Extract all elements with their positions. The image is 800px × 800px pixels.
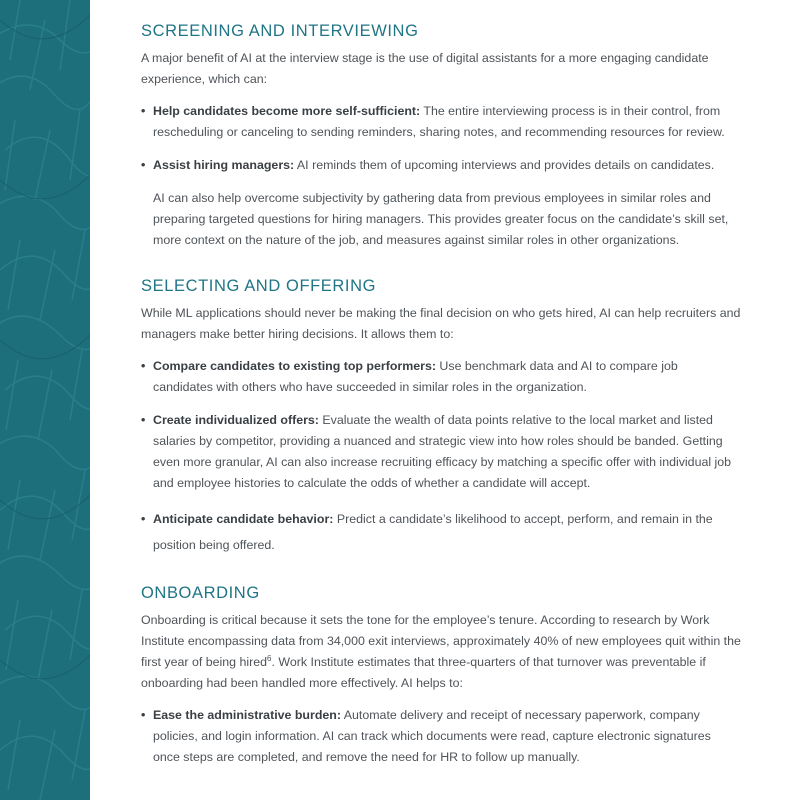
bullet-icon: • — [141, 359, 146, 373]
item-text: The entire interviewing process is in their control, from rescheduling or canceling to sending reminders, sharing notes, and recommending resources for review. — [153, 104, 725, 139]
onboarding-intro-text: Onboarding is critical because it sets the tone for the employee’s tenure. According to research by Work Institute encompassing data from 34,000 exit interviews, approximately 40% of new employees quit within the first year of being hired — [141, 613, 741, 669]
screening-intro: A major benefit of AI at the interview stage is the use of digital assistants for a more engaging candidate experience, which can: — [141, 51, 709, 86]
footnote-marker: 6 — [267, 653, 272, 663]
onboarding-intro-text-cont: . Work Institute estimates that three-quarters of that turnover was preventable if onboarding had been handled more effectively. AI helps to: — [141, 655, 706, 690]
item-text: Automate delivery and receipt of necessary paperwork, company policies, and login information. AI can track which documents were read, capture electronic signatures once steps are completed, and remove the need for HR to follow up manually. — [153, 708, 711, 764]
list-item — [141, 410, 741, 494]
list-item — [141, 506, 741, 558]
leaf-pattern-graphic — [0, 0, 90, 800]
decorative-side-band — [0, 0, 90, 800]
list-item — [141, 705, 741, 768]
section-heading-screening: SCREENING AND INTERVIEWING — [141, 22, 419, 40]
item-title: Create individualized offers: — [153, 413, 319, 427]
bullet-icon: • — [141, 413, 146, 427]
section-heading-selecting: SELECTING AND OFFERING — [141, 277, 377, 295]
list-item — [141, 155, 741, 176]
list-item — [141, 101, 741, 143]
screening-list — [141, 101, 741, 176]
item-text: AI reminds them of upcoming interviews and provides details on candidates. — [294, 158, 715, 172]
selecting-intro: While ML applications should never be making the final decision on who gets hired, AI can help recruiters and managers make better hiring decisions. It allows them to: — [141, 306, 741, 341]
item-title: Ease the administrative burden: — [153, 708, 341, 722]
item-text: Evaluate the wealth of data points relative to the local market and listed salaries by competitor, providing a nuanced and strategic view into how roles should be banded. Getting even more granular, AI can also increase recruiting efficacy by matching a specific offer with individual job and employee histories to calculate the odds of whether a candidate will accept. — [153, 413, 732, 490]
item-text: Predict a candidate’s likelihood to accept, perform, and remain in the position being offered. — [153, 512, 713, 552]
bullet-icon: • — [141, 512, 146, 526]
onboarding-list — [141, 705, 741, 768]
item-text: Use benchmark data and AI to compare job candidates with others who have succeeded in similar roles in the organization. — [153, 359, 678, 394]
bullet-icon: • — [141, 104, 146, 118]
onboarding-intro — [141, 610, 741, 694]
bullet-icon: • — [141, 158, 146, 172]
selecting-list — [141, 356, 741, 558]
bullet-icon: • — [141, 708, 146, 722]
item-title: Help candidates become more self-sufficient: — [153, 104, 421, 118]
section-heading-onboarding: ONBOARDING — [141, 584, 260, 602]
item-title: Anticipate candidate behavior: — [153, 512, 334, 526]
screening-note: AI can also help overcome subjectivity by gathering data from previous employees in similar roles and preparing targeted questions for hiring managers. This provides greater focus on the candidate’s skill set, more context on the nature of the job, and measures against similar roles in other organizations. — [153, 191, 729, 247]
article-body — [141, 14, 741, 768]
list-item — [141, 356, 741, 398]
item-title: Assist hiring managers: — [153, 158, 295, 172]
item-title: Compare candidates to existing top performers: — [153, 359, 436, 373]
